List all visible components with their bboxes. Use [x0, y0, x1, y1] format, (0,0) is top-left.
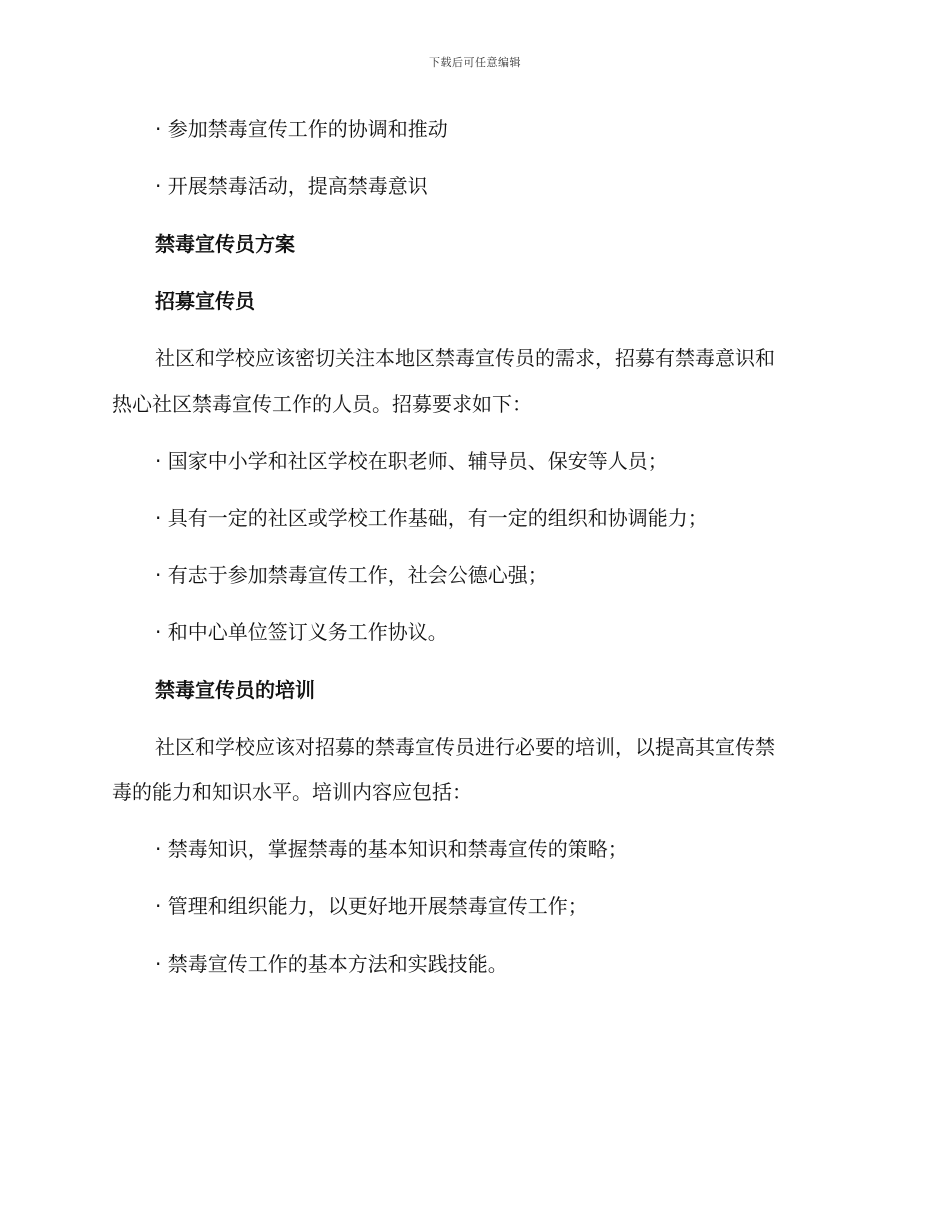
heading-plan: 禁毒宣传员方案 — [155, 232, 295, 256]
heading-recruit: 招募宣传员 — [155, 289, 255, 313]
training-item-1: · 禁毒知识，掌握禁毒的基本知识和禁毒宣传的策略； — [155, 837, 628, 861]
training-item-2: · 管理和组织能力，以更好地开展禁毒宣传工作； — [155, 894, 588, 918]
training-paragraph-line1: 社区和学校应该对招募的禁毒宣传员进行必要的培训，以提高其宣传禁 — [155, 735, 775, 759]
training-item-3: · 禁毒宣传工作的基本方法和实践技能。 — [155, 952, 508, 976]
requirement-item-1: · 国家中小学和社区学校在职老师、辅导员、保安等人员； — [155, 449, 668, 473]
header-note: 下载后可任意编辑 — [429, 56, 521, 69]
bullet-coordination: · 参加禁毒宣传工作的协调和推动 — [155, 117, 448, 141]
training-paragraph-line2: 毒的能力和知识水平。培训内容应包括： — [112, 780, 472, 804]
recruit-paragraph-line1: 社区和学校应该密切关注本地区禁毒宣传员的需求，招募有禁毒意识和 — [155, 346, 775, 370]
requirement-item-3: · 有志于参加禁毒宣传工作，社会公德心强； — [155, 563, 548, 587]
heading-training: 禁毒宣传员的培训 — [155, 678, 315, 702]
bullet-activities: · 开展禁毒活动，提高禁毒意识 — [155, 174, 428, 198]
recruit-paragraph-line2: 热心社区禁毒宣传工作的人员。招募要求如下： — [112, 392, 532, 416]
requirement-item-4: · 和中心单位签订义务工作协议。 — [155, 620, 448, 644]
requirement-item-2: · 具有一定的社区或学校工作基础，有一定的组织和协调能力； — [155, 506, 708, 530]
